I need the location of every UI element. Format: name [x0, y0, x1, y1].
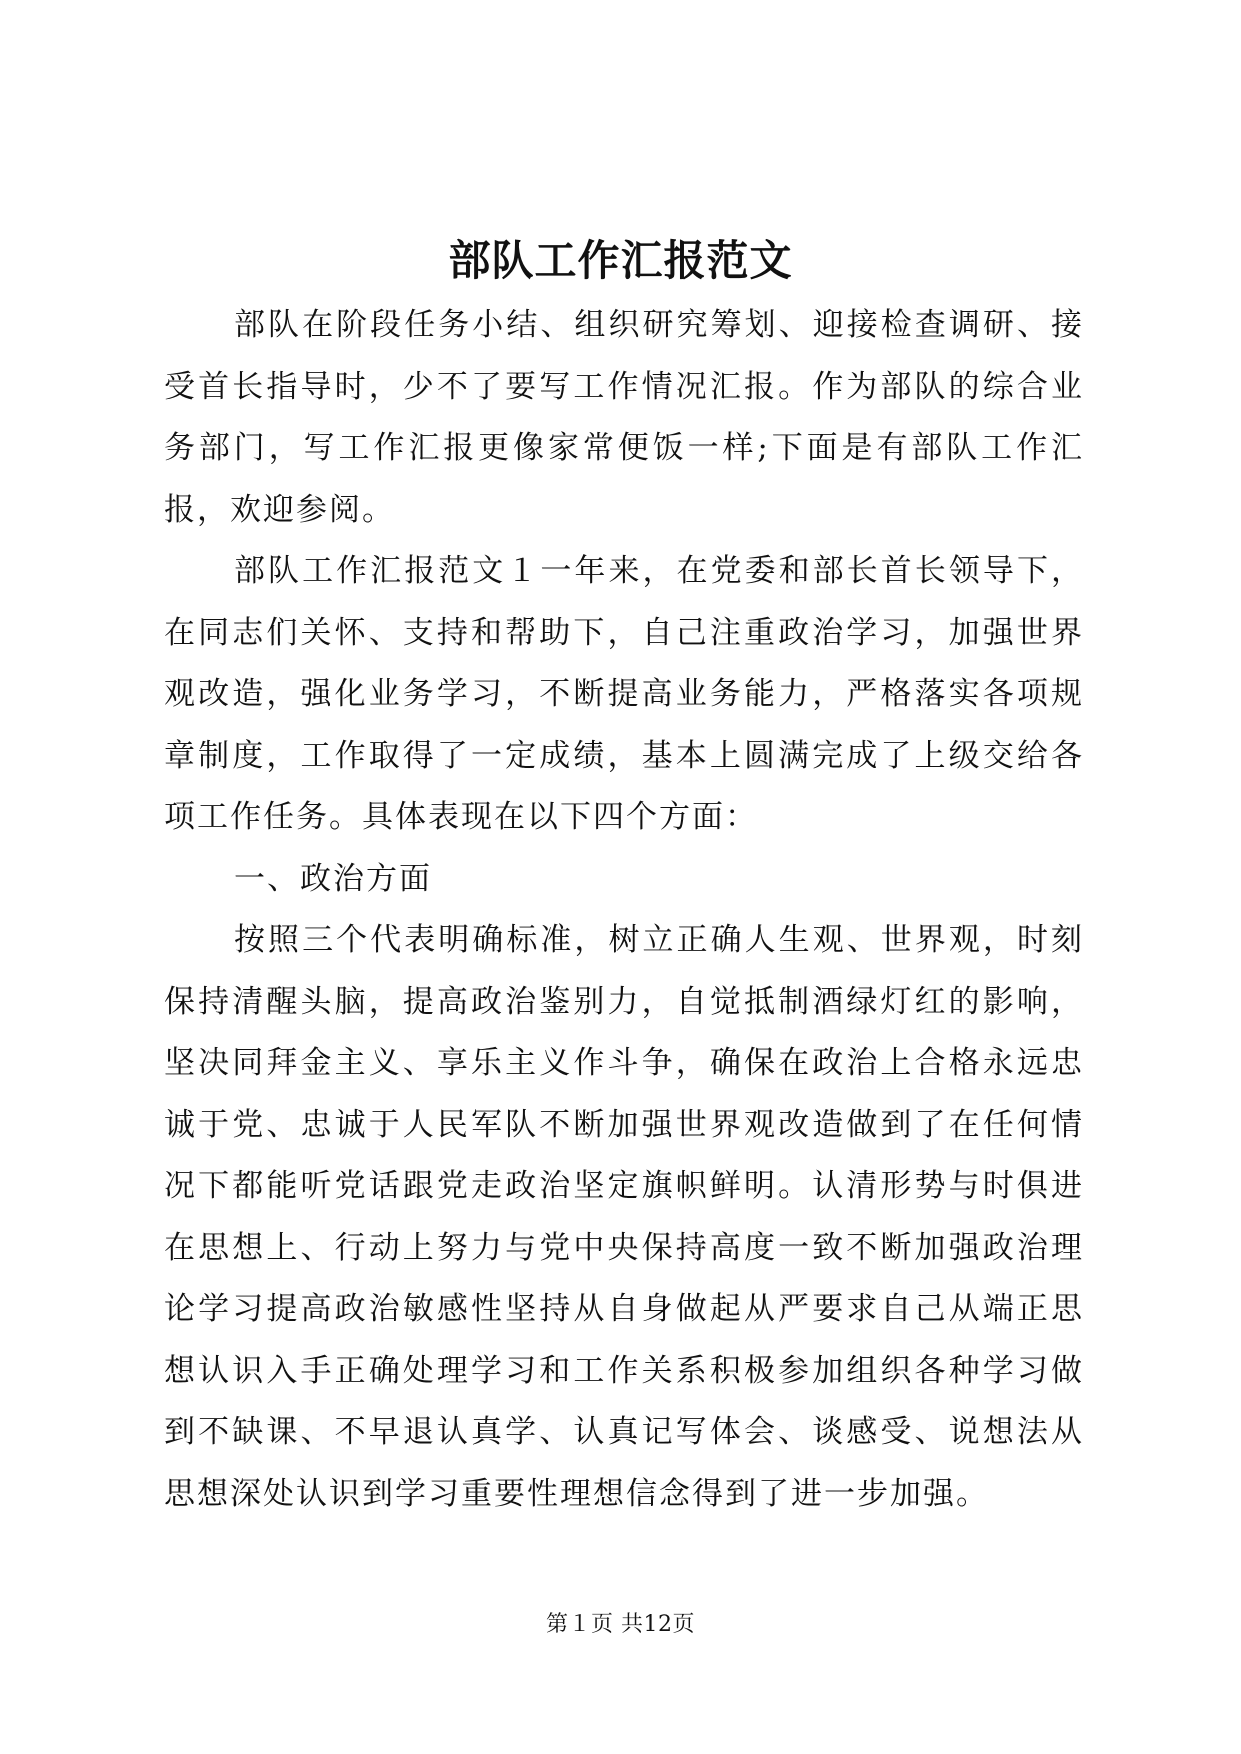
page-footer: 第１页 共12页 — [546, 1612, 695, 1637]
document-body — [164, 295, 1084, 1525]
section-heading-politics: 一、政治方面 — [234, 860, 432, 897]
paragraph-politics: 按照三个代表明确标准，树立正确人生观、世界观，时刻保持清醒头脑，提高政治鉴别力，自觉抵制酒绿灯红的影响，坚决同拜金主义、享乐主义作斗争，确保在政治上合格永远忠诚于党、忠诚于人民军队不断加强世界观改造做到了在任何情况下都能听党话跟党走政治坚定旗帜鲜明。认清形势与时俱进在思想上、行动上努力与党中央保持高度一致不断加强政治理论学习提高政治敏感性坚持从自身做起从严要求自己从端正思想认识入手正确处理学习和工作关系积极参加组织各种学习做到不缺课、不早退认真学、认真记写体会、谈感受、说想法从思想深处认识到学习重要性理想信念得到了进一步加强。 — [164, 922, 1084, 1512]
paragraph-intro: 部队在阶段任务小结、组织研究筹划、迎接检查调研、接受首长指导时，少不了要写工作情况汇报。作为部队的综合业务部门，写工作汇报更像家常便饭一样;下面是有部队工作汇报，欢迎参阅。 — [164, 307, 1084, 528]
document-title: 部队工作汇报范文 — [448, 236, 793, 285]
paragraph-report-opening: 部队工作汇报范文１一年来，在党委和部长首长领导下，在同志们关怀、支持和帮助下，自己注重政治学习，加强世界观改造，强化业务学习，不断提高业务能力，严格落实各项规章制度，工作取得了一定成绩，基本上圆满完成了上级交给各项工作任务。具体表现在以下四个方面： — [164, 553, 1084, 835]
